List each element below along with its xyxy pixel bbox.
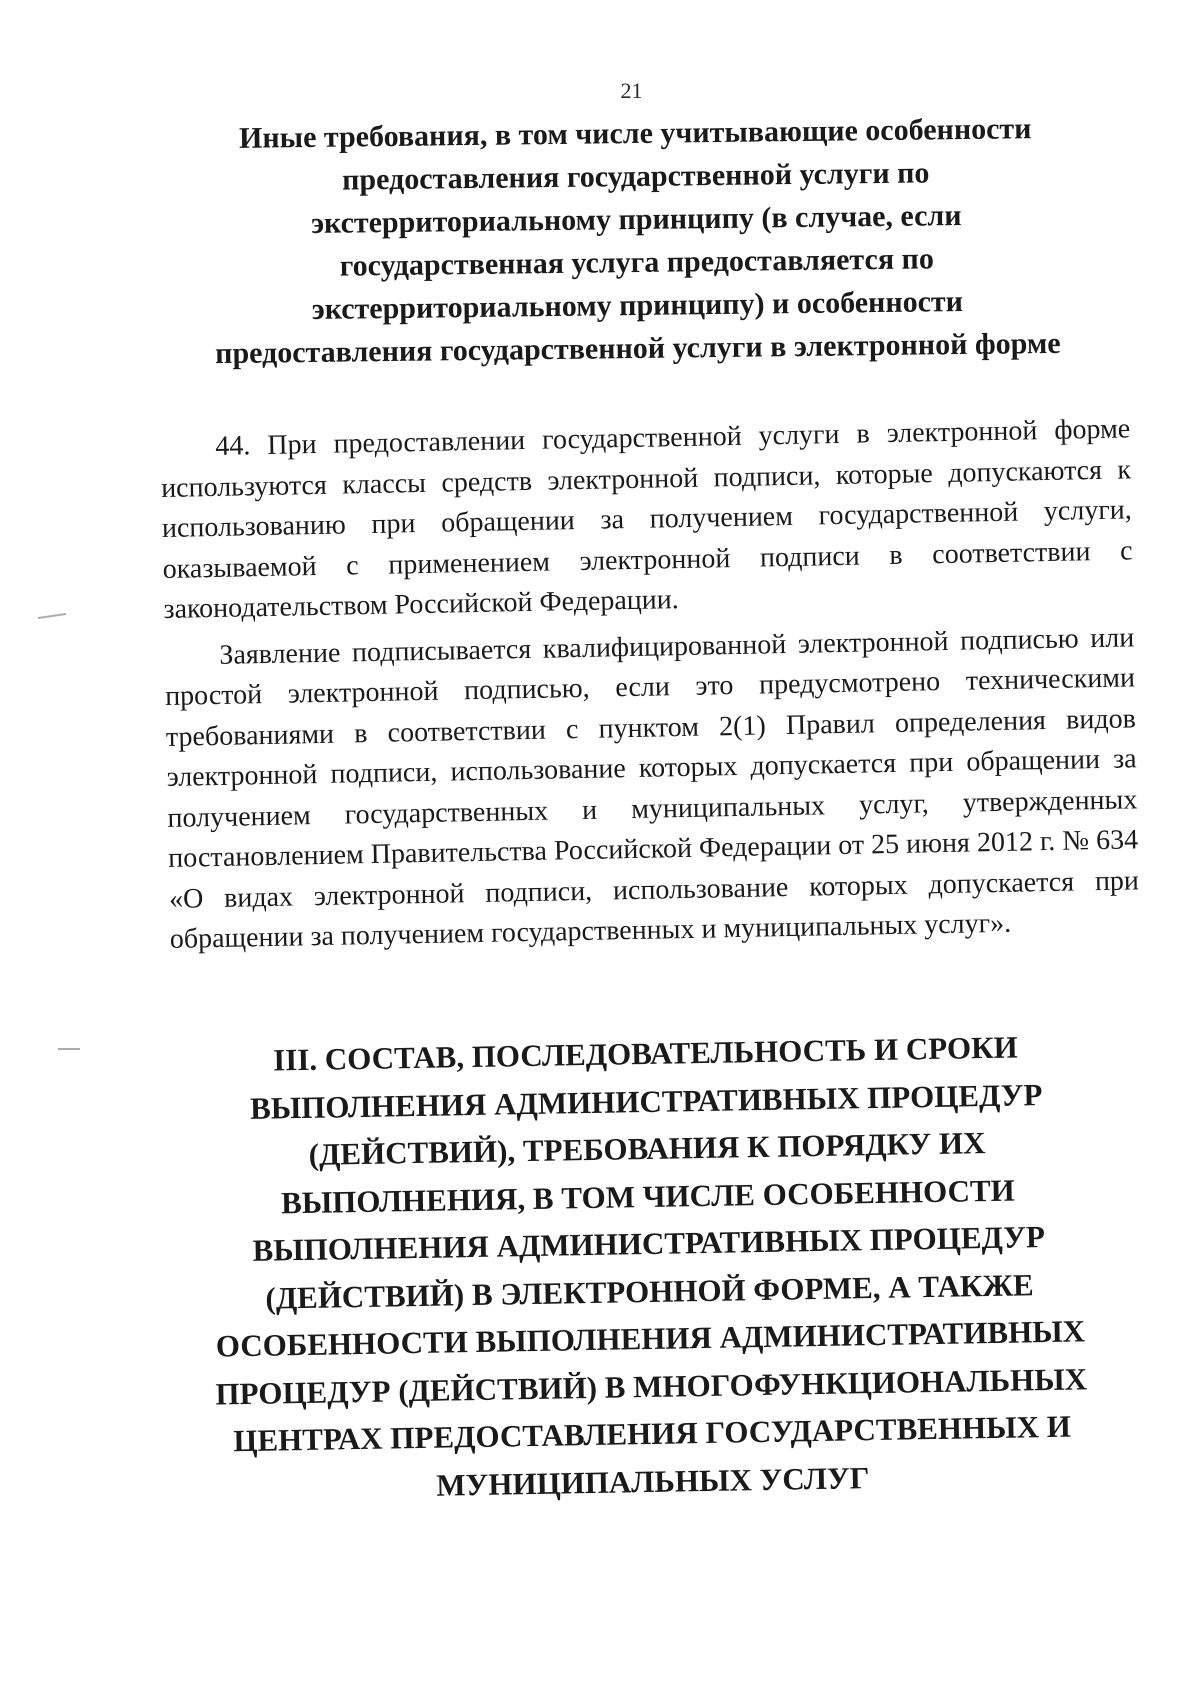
chapter-heading: III. СОСТАВ, ПОСЛЕДОВАТЕЛЬНОСТЬ И СРОКИ ВЫПОЛНЕНИЯ АДМИНИСТРАТИВНЫХ ПРОЦЕДУР (ДЕЙСТВИЙ), ТРЕБОВАНИЯ К ПОРЯДКУ ИХ ВЫПОЛНЕНИЯ, В ТОМ ЧИСЛЕ ОСОБЕННОСТИ ВЫПОЛНЕНИЯ АДМИНИСТРАТИВНЫХ ПРОЦЕДУР (ДЕЙСТВИЙ) В ЭЛЕКТРОННОЙ ФОРМЕ, А ТАКЖЕ ОСОБЕННОСТИ ВЫПОЛНЕНИЯ АДМИНИСТРАТИВНЫХ ПРОЦЕДУР (ДЕЙСТВИЙ) В МНОГОФУНКЦИОНАЛЬНЫХ ЦЕНТРАХ ПРЕДОСТАВЛЕНИЯ ГОСУДАРСТВЕННЫХ И МУНИЦИПАЛЬНЫХ УСЛУГ: [215, 1029, 1088, 1503]
section-heading: Иные требования, в том числе учитывающие особенности предоставления государственной услуги по экстерриториальному принципу (в случае, если государственная услуга предоставляется по экстерриториальному принципу) и особенности предоставления государственной услуги в электронной форме: [214, 112, 1061, 371]
body-text: [160, 409, 1140, 966]
paragraph-application-signature: Заявление подписывается квалифицированной электронной подписью или простой электронной подписью, если это предусмотрено техническими требованиями в соответствии с пунктом 2(1) Правил определения видов электронной подписи, использование которых допускается при обращении за получением государственных и муниципальных услуг, утвержденных постановлением Правительства Российской Федерации от 25 июня 2012 г. № 634 «О видах электронной подписи, использование которых допускается при обращении за получением государственных и муниципальных услуг».: [164, 621, 1140, 955]
scan-artifact-mark: [38, 613, 66, 619]
paragraph-44: 44. При предоставлении государственной услуги в электронной форме используются классы средств электронной подписи, которые допускаются к использованию при обращении за получением государственной услуги, оказываемой с применением электронной подписи в соответствии с законодательством Российской Федерации.: [160, 413, 1133, 625]
page-number: 21: [620, 78, 643, 103]
scan-artifact-mark: [58, 1048, 80, 1050]
